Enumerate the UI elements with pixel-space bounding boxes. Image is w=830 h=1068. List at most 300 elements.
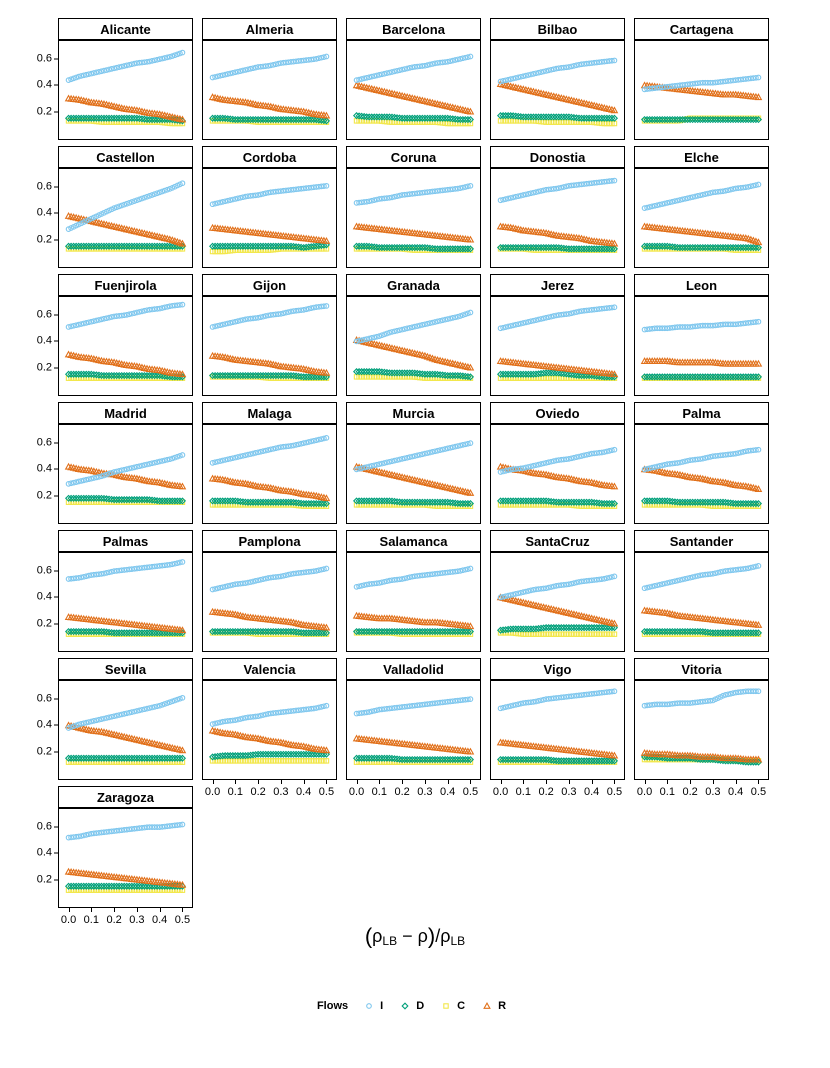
plot-area xyxy=(58,168,193,268)
plot-area xyxy=(346,680,481,780)
x-tick-label: 0.3 xyxy=(705,786,721,798)
x-tick-label: 0.2 xyxy=(538,786,554,798)
panel-salamanca xyxy=(346,530,481,652)
panel-strip xyxy=(202,402,337,424)
plot-area xyxy=(58,552,193,652)
panel-santander xyxy=(634,530,769,652)
panel-gijon xyxy=(202,274,337,396)
panel-cartagena xyxy=(634,18,769,140)
panel-strip xyxy=(490,146,625,168)
panel-strip xyxy=(346,530,481,552)
panel-strip xyxy=(202,658,337,680)
y-tick-mark xyxy=(54,597,58,598)
panel-strip xyxy=(490,658,625,680)
series-I xyxy=(354,54,472,82)
series-I xyxy=(498,689,616,711)
y-tick-label: 0.2 xyxy=(36,745,52,758)
x-tick-label: 0.3 xyxy=(129,914,145,926)
series-I xyxy=(642,564,760,591)
plot-area xyxy=(202,680,337,780)
panel-zaragoza xyxy=(36,786,193,926)
x-tick-label: 0.0 xyxy=(636,786,653,798)
plot-area xyxy=(490,680,625,780)
series-I xyxy=(66,822,184,840)
series-R xyxy=(354,224,474,242)
series-I xyxy=(642,182,760,210)
panel-pamplona xyxy=(202,530,337,652)
legend-label: C xyxy=(457,1000,466,1012)
x-tick-label: 0.1 xyxy=(515,786,531,798)
panel-bilbao xyxy=(490,18,625,140)
panel-alicante xyxy=(36,18,193,140)
x-tick-label: 0.3 xyxy=(561,786,577,798)
plot-area xyxy=(58,40,193,140)
x-tick-mark xyxy=(402,780,403,784)
series-I xyxy=(210,304,328,330)
panel-title: Oviedo xyxy=(535,405,580,421)
panel-title: Gijon xyxy=(252,277,287,293)
y-tick-mark xyxy=(54,367,58,368)
panel-title: Vigo xyxy=(543,661,572,677)
panel-title: Castellon xyxy=(96,149,155,165)
legend-item-r[interactable] xyxy=(481,1000,506,1012)
y-tick-mark xyxy=(54,623,58,624)
x-tick-mark xyxy=(501,780,502,784)
x-tick-label: 0.4 xyxy=(152,914,168,926)
panel-vigo xyxy=(490,658,625,798)
panel-strip xyxy=(58,274,193,296)
series-I xyxy=(498,305,616,331)
y-axis xyxy=(18,552,58,674)
x-tick-label: 0.5 xyxy=(606,786,623,798)
panel-strip xyxy=(490,530,625,552)
panel-malaga xyxy=(202,402,337,524)
x-tick-label: 0.2 xyxy=(106,914,122,926)
panel-strip xyxy=(58,786,193,808)
panel-title: Leon xyxy=(685,277,718,293)
x-tick-label: 0.4 xyxy=(584,786,600,798)
panel-title: Alicante xyxy=(100,21,151,37)
panel-strip xyxy=(202,274,337,296)
series-R xyxy=(210,353,330,375)
x-tick-mark xyxy=(713,780,714,784)
series-R xyxy=(354,83,474,114)
panel-barcelona xyxy=(346,18,481,140)
series-I xyxy=(642,689,760,708)
y-tick-label: 0.4 xyxy=(36,78,52,91)
panel-strip xyxy=(346,402,481,424)
plot-area xyxy=(634,40,769,140)
y-tick-mark xyxy=(54,879,58,880)
plot-area xyxy=(490,168,625,268)
series-I xyxy=(642,447,760,471)
series-I xyxy=(210,54,328,80)
legend-item-i[interactable] xyxy=(363,1000,383,1012)
y-axis xyxy=(18,680,58,802)
y-tick-mark xyxy=(54,187,58,188)
plot-area xyxy=(634,168,769,268)
y-tick-label: 0.6 xyxy=(36,820,52,833)
y-tick-mark xyxy=(54,111,58,112)
y-tick-label: 0.4 xyxy=(36,334,52,347)
x-tick-label: 0.5 xyxy=(318,786,335,798)
series-C xyxy=(498,119,616,126)
x-axis xyxy=(346,780,481,802)
panel-strip xyxy=(202,18,337,40)
panel-title: Pamplona xyxy=(238,533,301,549)
x-tick-mark xyxy=(546,780,547,784)
panel-strip xyxy=(346,146,481,168)
panel-title: Palma xyxy=(682,405,721,421)
panel-strip xyxy=(634,658,769,680)
series-I xyxy=(498,178,616,202)
series-I xyxy=(66,181,184,232)
panel-title: Valencia xyxy=(243,661,296,677)
panel-granada xyxy=(346,274,481,396)
panel-donostia xyxy=(490,146,625,268)
panel-strip xyxy=(202,146,337,168)
legend-label: R xyxy=(498,1000,507,1012)
y-tick-mark xyxy=(54,213,58,214)
y-tick-mark xyxy=(54,751,58,752)
panel-title: Granada xyxy=(387,277,440,293)
series-I xyxy=(354,697,472,716)
panel-coruna xyxy=(346,146,481,268)
panel-strip xyxy=(634,146,769,168)
x-tick-label: 0.2 xyxy=(394,786,410,798)
plot-area xyxy=(58,680,193,780)
panel-madrid xyxy=(36,402,193,524)
panel-cordoba xyxy=(202,146,337,268)
x-tick-mark xyxy=(357,780,358,784)
y-tick-mark xyxy=(54,239,58,240)
y-tick-label: 0.2 xyxy=(36,233,52,246)
panel-title: Barcelona xyxy=(382,21,445,37)
x-tick-mark xyxy=(614,780,615,784)
panel-strip xyxy=(634,402,769,424)
series-I xyxy=(498,574,616,600)
x-tick-mark xyxy=(592,780,593,784)
x-tick-label: 0.3 xyxy=(417,786,433,798)
x-axis-title xyxy=(0,925,830,947)
x-tick-label: 0.3 xyxy=(273,786,289,798)
chart-legend xyxy=(0,1000,830,1012)
series-R xyxy=(66,352,186,377)
y-tick-label: 0.6 xyxy=(36,564,52,577)
plot-area xyxy=(202,424,337,524)
series-I xyxy=(210,184,328,207)
plot-area xyxy=(634,296,769,396)
x-tick-mark xyxy=(304,780,305,784)
legend-title: Flows xyxy=(316,1000,349,1012)
panel-title: Donostia xyxy=(529,149,586,165)
series-I xyxy=(210,436,328,466)
legend-label: D xyxy=(416,1000,425,1012)
x-tick-mark xyxy=(235,780,236,784)
panel-strip xyxy=(58,146,193,168)
series-R xyxy=(498,740,618,758)
panel-title: Bilbao xyxy=(537,21,578,37)
y-tick-mark xyxy=(54,315,58,316)
plot-area xyxy=(490,424,625,524)
panel-strip xyxy=(346,18,481,40)
series-R xyxy=(642,467,762,492)
panel-jerez xyxy=(490,274,625,396)
panel-strip xyxy=(58,18,193,40)
series-R xyxy=(642,224,762,245)
series-I xyxy=(66,696,184,731)
x-tick-mark xyxy=(281,780,282,784)
y-tick-mark xyxy=(54,853,58,854)
y-axis xyxy=(18,40,58,162)
x-tick-mark xyxy=(379,780,380,784)
panel-almeria xyxy=(202,18,337,140)
panel-strip xyxy=(490,402,625,424)
series-I xyxy=(210,566,328,592)
panel-title: Palmas xyxy=(102,533,149,549)
series-R xyxy=(642,608,762,628)
x-tick-label: 0.0 xyxy=(60,914,77,926)
x-tick-mark xyxy=(645,780,646,784)
series-I xyxy=(354,566,472,589)
series-R xyxy=(498,81,618,112)
y-tick-mark xyxy=(54,827,58,828)
plot-area xyxy=(634,680,769,780)
x-tick-mark xyxy=(569,780,570,784)
panel-strip xyxy=(634,530,769,552)
panel-title: Cartagena xyxy=(669,21,734,37)
series-R xyxy=(498,224,618,246)
panel-valencia xyxy=(202,658,337,798)
panel-title: Elche xyxy=(684,149,719,165)
panel-title: Madrid xyxy=(104,405,147,421)
series-R xyxy=(498,595,618,626)
y-tick-label: 0.4 xyxy=(36,846,52,859)
panel-strip xyxy=(490,18,625,40)
x-tick-label: 0.5 xyxy=(462,786,479,798)
y-tick-label: 0.6 xyxy=(36,308,52,321)
series-R xyxy=(498,464,618,489)
plot-area xyxy=(490,40,625,140)
panel-title: Murcia xyxy=(392,405,435,421)
x-tick-mark xyxy=(448,780,449,784)
series-I xyxy=(66,302,184,329)
x-tick-label: 0.1 xyxy=(83,914,99,926)
x-tick-label: 0.4 xyxy=(728,786,744,798)
panel-title: SantaCruz xyxy=(525,533,590,549)
panel-valladolid xyxy=(346,658,481,798)
x-axis xyxy=(490,780,625,802)
x-tick-label: 0.1 xyxy=(227,786,243,798)
y-tick-mark xyxy=(54,469,58,470)
y-tick-label: 0.2 xyxy=(36,361,52,374)
series-I xyxy=(354,441,472,472)
x-axis xyxy=(634,780,769,802)
plot-area xyxy=(58,424,193,524)
series-R xyxy=(354,613,474,629)
panel-strip xyxy=(634,274,769,296)
series-I xyxy=(210,703,328,726)
panel-title: Santander xyxy=(669,533,734,549)
panel-palma xyxy=(634,402,769,524)
plot-area xyxy=(346,168,481,268)
plot-area xyxy=(634,424,769,524)
series-R xyxy=(66,723,186,753)
plot-area xyxy=(346,296,481,396)
panel-title: Vitoria xyxy=(681,661,722,677)
x-tick-label: 0.0 xyxy=(204,786,221,798)
panel-oviedo xyxy=(490,402,625,524)
legend-item-c[interactable] xyxy=(440,1000,465,1012)
panel-title: Sevilla xyxy=(104,661,147,677)
series-R xyxy=(354,337,474,370)
series-I xyxy=(498,58,616,84)
y-tick-mark xyxy=(54,341,58,342)
panel-title: Jerez xyxy=(540,277,575,293)
series-I xyxy=(498,447,616,474)
series-I xyxy=(354,184,472,206)
panel-strip xyxy=(58,402,193,424)
y-tick-label: 0.6 xyxy=(36,52,52,65)
series-C xyxy=(210,759,328,763)
y-tick-label: 0.4 xyxy=(36,206,52,219)
x-tick-mark xyxy=(736,780,737,784)
x-tick-mark xyxy=(326,780,327,784)
series-I xyxy=(642,319,760,331)
x-tick-mark xyxy=(69,908,70,912)
y-tick-mark xyxy=(54,443,58,444)
panel-title: Zaragoza xyxy=(96,789,155,805)
y-tick-label: 0.6 xyxy=(36,692,52,705)
y-tick-label: 0.2 xyxy=(36,617,52,630)
panel-leon xyxy=(634,274,769,396)
y-tick-label: 0.2 xyxy=(36,489,52,502)
panel-santacruz xyxy=(490,530,625,652)
plot-area xyxy=(346,40,481,140)
x-tick-mark xyxy=(213,780,214,784)
plot-area xyxy=(202,296,337,396)
legend-label: I xyxy=(380,1000,384,1012)
y-tick-label: 0.2 xyxy=(36,105,52,118)
y-tick-mark xyxy=(54,571,58,572)
series-D xyxy=(210,242,329,250)
panel-strip xyxy=(490,274,625,296)
y-tick-mark xyxy=(54,59,58,60)
legend-item-d[interactable] xyxy=(399,1000,424,1012)
plot-area xyxy=(202,552,337,652)
x-axis-title-text: $(\rho_{LB} - \rho)/\rho_{LB}$ xyxy=(364,923,466,948)
plot-area xyxy=(490,296,625,396)
series-R xyxy=(210,609,330,630)
y-tick-mark xyxy=(54,725,58,726)
y-tick-mark xyxy=(54,85,58,86)
plot-area xyxy=(58,808,193,908)
circle-open-icon xyxy=(363,1000,375,1012)
x-tick-label: 0.1 xyxy=(659,786,675,798)
series-I xyxy=(66,50,184,82)
x-tick-label: 0.0 xyxy=(492,786,509,798)
series-R xyxy=(66,614,186,632)
square-open-icon xyxy=(440,1000,452,1012)
y-tick-label: 0.4 xyxy=(36,462,52,475)
panel-strip xyxy=(58,530,193,552)
plot-area xyxy=(202,40,337,140)
x-tick-label: 0.4 xyxy=(296,786,312,798)
x-tick-mark xyxy=(160,908,161,912)
plot-area xyxy=(58,296,193,396)
x-tick-mark xyxy=(91,908,92,912)
series-I xyxy=(66,560,184,582)
series-R xyxy=(66,213,186,246)
x-tick-label: 0.4 xyxy=(440,786,456,798)
x-tick-mark xyxy=(667,780,668,784)
panel-castellon xyxy=(36,146,193,268)
x-tick-label: 0.1 xyxy=(371,786,387,798)
panel-title: Cordoba xyxy=(242,149,297,165)
x-tick-mark xyxy=(758,780,759,784)
x-tick-label: 0.2 xyxy=(682,786,698,798)
panel-strip xyxy=(346,658,481,680)
panel-strip xyxy=(58,658,193,680)
panel-title: Fuenjirola xyxy=(94,277,157,293)
series-R xyxy=(642,358,762,366)
panel-strip xyxy=(202,530,337,552)
y-tick-label: 0.4 xyxy=(36,590,52,603)
plot-area xyxy=(634,552,769,652)
x-tick-mark xyxy=(470,780,471,784)
panel-vitoria xyxy=(634,658,769,798)
x-tick-mark xyxy=(114,908,115,912)
plot-area xyxy=(202,168,337,268)
y-axis xyxy=(18,168,58,290)
x-axis xyxy=(202,780,337,802)
x-tick-mark xyxy=(137,908,138,912)
series-R xyxy=(210,728,330,753)
plot-area xyxy=(346,424,481,524)
panel-palmas xyxy=(36,530,193,652)
panel-strip xyxy=(634,18,769,40)
x-tick-mark xyxy=(690,780,691,784)
series-I xyxy=(354,310,472,343)
series-R xyxy=(210,225,330,243)
y-tick-label: 0.2 xyxy=(36,873,52,886)
plot-area xyxy=(346,552,481,652)
x-tick-mark xyxy=(523,780,524,784)
y-tick-mark xyxy=(54,699,58,700)
x-tick-mark xyxy=(425,780,426,784)
panel-title: Almeria xyxy=(245,21,294,37)
x-tick-label: 0.2 xyxy=(250,786,266,798)
x-tick-mark xyxy=(258,780,259,784)
panel-strip xyxy=(346,274,481,296)
y-tick-label: 0.4 xyxy=(36,718,52,731)
panel-elche xyxy=(634,146,769,268)
diamond-open-icon xyxy=(399,1000,411,1012)
plot-area xyxy=(490,552,625,652)
y-tick-label: 0.6 xyxy=(36,436,52,449)
x-tick-label: 0.5 xyxy=(750,786,767,798)
triangle-open-icon xyxy=(481,1000,493,1012)
y-axis xyxy=(18,808,58,930)
y-tick-label: 0.6 xyxy=(36,180,52,193)
series-R xyxy=(354,736,474,754)
panel-title: Malaga xyxy=(247,405,292,421)
x-tick-label: 0.5 xyxy=(174,914,191,926)
series-R xyxy=(210,94,330,118)
panel-title: Salamanca xyxy=(379,533,448,549)
y-tick-mark xyxy=(54,495,58,496)
y-axis xyxy=(18,296,58,418)
